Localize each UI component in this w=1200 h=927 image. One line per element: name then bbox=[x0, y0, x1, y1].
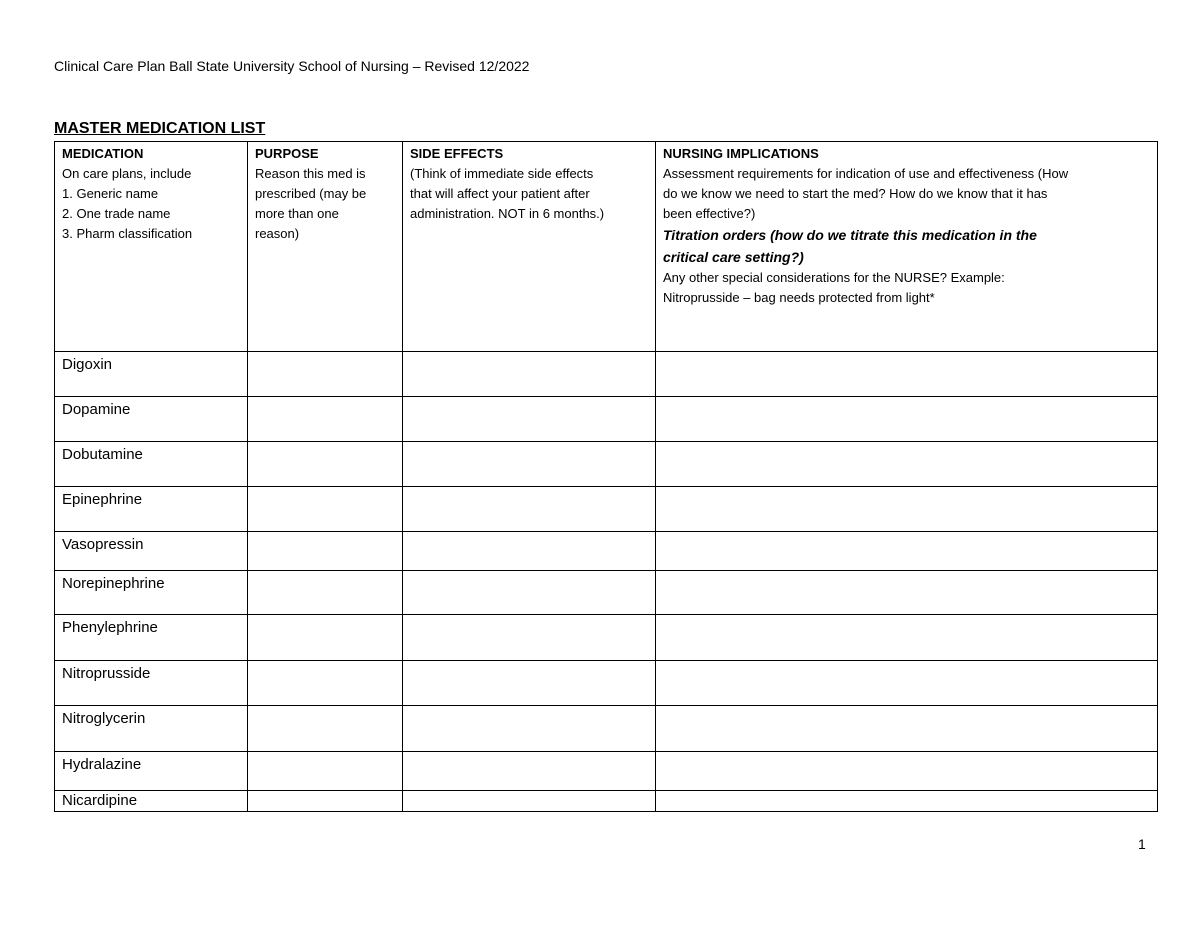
purpose-cell[interactable] bbox=[248, 487, 403, 532]
nursing-implications-cell[interactable] bbox=[656, 397, 1158, 442]
side-effects-cell[interactable] bbox=[403, 752, 656, 791]
column-note: Nitroprusside – bag needs protected from light* bbox=[663, 290, 935, 305]
purpose-cell[interactable] bbox=[248, 706, 403, 752]
medication-name: Hydralazine bbox=[55, 752, 248, 791]
table-row bbox=[55, 532, 1158, 571]
medication-name: Nitroprusside bbox=[55, 661, 248, 706]
table-row bbox=[55, 352, 1158, 397]
table-row bbox=[55, 752, 1158, 791]
purpose-cell[interactable] bbox=[248, 442, 403, 487]
table-row bbox=[55, 661, 1158, 706]
table-row bbox=[55, 615, 1158, 661]
document-header: Clinical Care Plan Ball State University School of Nursing – Revised 12/2022 bbox=[54, 58, 530, 74]
column-title: SIDE EFFECTS bbox=[410, 146, 504, 161]
titration-note: critical care setting?) bbox=[663, 249, 804, 265]
column-note: reason) bbox=[255, 226, 300, 241]
column-note: 1. Generic name bbox=[62, 186, 159, 201]
purpose-cell[interactable] bbox=[248, 532, 403, 571]
medication-name: Norepinephrine bbox=[55, 571, 248, 615]
column-title: NURSING IMPLICATIONS bbox=[663, 146, 819, 161]
medication-table bbox=[54, 141, 1158, 812]
table-row bbox=[55, 487, 1158, 532]
table-row bbox=[55, 397, 1158, 442]
side-effects-cell[interactable] bbox=[403, 532, 656, 571]
nursing-implications-cell[interactable] bbox=[656, 752, 1158, 791]
column-note: administration. NOT in 6 months.) bbox=[410, 206, 605, 221]
column-note: more than one bbox=[255, 206, 339, 221]
purpose-cell[interactable] bbox=[248, 661, 403, 706]
table-row bbox=[55, 791, 1158, 812]
column-header-side-effects bbox=[403, 142, 656, 352]
side-effects-cell[interactable] bbox=[403, 571, 656, 615]
column-note: do we know we need to start the med? How do we know that it has bbox=[663, 186, 1048, 201]
column-note: 2. One trade name bbox=[62, 206, 171, 221]
side-effects-cell[interactable] bbox=[403, 661, 656, 706]
column-note: On care plans, include bbox=[62, 166, 192, 181]
column-note: Assessment requirements for indication of use and effectiveness (How bbox=[663, 166, 1069, 181]
purpose-cell[interactable] bbox=[248, 352, 403, 397]
side-effects-cell[interactable] bbox=[403, 706, 656, 752]
titration-note: Titration orders (how do we titrate this medication in the bbox=[663, 227, 1037, 243]
purpose-cell[interactable] bbox=[248, 615, 403, 661]
side-effects-cell[interactable] bbox=[403, 397, 656, 442]
medication-name: Dobutamine bbox=[55, 442, 248, 487]
column-note: (Think of immediate side effects bbox=[410, 166, 594, 181]
page-number: 1 bbox=[1138, 836, 1146, 852]
column-note: 3. Pharm classification bbox=[62, 226, 193, 241]
medication-name: Nitroglycerin bbox=[55, 706, 248, 752]
side-effects-cell[interactable] bbox=[403, 615, 656, 661]
medication-name: Dopamine bbox=[55, 397, 248, 442]
column-title: PURPOSE bbox=[255, 146, 319, 161]
medication-name: Phenylephrine bbox=[55, 615, 248, 661]
column-note: that will affect your patient after bbox=[410, 186, 590, 201]
nursing-implications-cell[interactable] bbox=[656, 571, 1158, 615]
table-row bbox=[55, 571, 1158, 615]
nursing-implications-cell[interactable] bbox=[656, 532, 1158, 571]
column-note: Reason this med is bbox=[255, 166, 366, 181]
nursing-implications-cell[interactable] bbox=[656, 442, 1158, 487]
medication-name: Digoxin bbox=[55, 352, 248, 397]
column-note: Any other special considerations for the NURSE? Example: bbox=[663, 270, 1005, 285]
table-header-row bbox=[55, 142, 1158, 352]
column-header-medication bbox=[55, 142, 248, 352]
side-effects-cell[interactable] bbox=[403, 791, 656, 812]
nursing-implications-cell[interactable] bbox=[656, 706, 1158, 752]
purpose-cell[interactable] bbox=[248, 791, 403, 812]
page-title: MASTER MEDICATION LIST bbox=[54, 120, 266, 137]
table-row bbox=[55, 442, 1158, 487]
column-title: MEDICATION bbox=[62, 146, 144, 161]
side-effects-cell[interactable] bbox=[403, 352, 656, 397]
nursing-implications-cell[interactable] bbox=[656, 791, 1158, 812]
purpose-cell[interactable] bbox=[248, 571, 403, 615]
purpose-cell[interactable] bbox=[248, 752, 403, 791]
nursing-implications-cell[interactable] bbox=[656, 615, 1158, 661]
side-effects-cell[interactable] bbox=[403, 442, 656, 487]
medication-name: Nicardipine bbox=[55, 791, 248, 812]
nursing-implications-cell[interactable] bbox=[656, 487, 1158, 532]
nursing-implications-cell[interactable] bbox=[656, 352, 1158, 397]
nursing-implications-cell[interactable] bbox=[656, 661, 1158, 706]
medication-name: Vasopressin bbox=[55, 532, 248, 571]
table-row bbox=[55, 706, 1158, 752]
medication-name: Epinephrine bbox=[55, 487, 248, 532]
column-note: been effective?) bbox=[663, 206, 756, 221]
column-header-nursing-implications bbox=[656, 142, 1158, 352]
side-effects-cell[interactable] bbox=[403, 487, 656, 532]
purpose-cell[interactable] bbox=[248, 397, 403, 442]
column-header-purpose bbox=[248, 142, 403, 352]
column-note: prescribed (may be bbox=[255, 186, 367, 201]
